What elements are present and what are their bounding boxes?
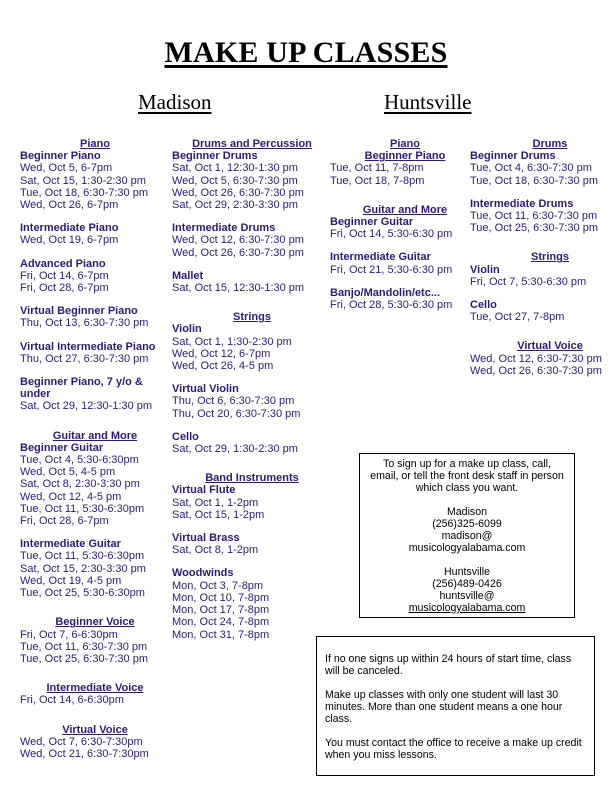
class-time: Tue, Oct 4, 5:30-6:30pm: [20, 454, 139, 467]
class-time: Fri, Oct 28, 6-7pm: [20, 515, 109, 528]
huntsville-email-domain[interactable]: musicologyalabama.com: [408, 602, 526, 614]
huntsville-email-user[interactable]: huntsville@: [439, 590, 495, 602]
class-name: Virtual Flute: [172, 484, 236, 497]
class-block: [20, 430, 170, 528]
class-time: Wed, Oct 12, 6:30-7:30 pm: [172, 234, 304, 247]
class-time: Sat, Oct 29, 1:30-2:30 pm: [172, 443, 298, 456]
spacer: [172, 556, 332, 567]
class-name: Cello: [470, 299, 497, 312]
class-name: Beginner Drums: [172, 150, 258, 163]
class-time: Thu, Oct 6, 6:30-7:30 pm: [172, 395, 295, 408]
class-name: Violin: [172, 323, 202, 336]
class-time: Wed, Oct 12, 4-5 pm: [20, 490, 122, 503]
spacer: [20, 527, 170, 538]
class-time: Sat, Oct 29, 2:30-3:30 pm: [172, 199, 298, 212]
section-heading: Virtual Voice: [517, 340, 583, 353]
class-time: Fri, Oct 14, 5:30-6:30 pm: [330, 228, 453, 241]
spacer: [330, 240, 480, 251]
class-name: Banjo/Mandolin/etc...: [330, 286, 441, 299]
madison-column-1: [20, 132, 170, 760]
madison-phone[interactable]: (256)325-6099: [432, 518, 502, 530]
class-time: Tue, Oct 11, 6:30-7:30 pm: [20, 640, 148, 653]
spacer: [172, 521, 332, 532]
class-time: Fri, Oct 28, 5:30-6:30 pm: [330, 299, 453, 312]
class-time: Sat, Oct 29, 12:30-1:30 pm: [20, 400, 153, 413]
class-block: [330, 138, 480, 187]
class-block: [20, 222, 170, 246]
spacer: [172, 420, 332, 431]
class-time: Tue, Oct 18, 6:30-7:30 pm: [20, 186, 148, 199]
class-name: Virtual Brass: [172, 532, 240, 545]
section-heading: Guitar and More: [52, 429, 138, 442]
class-time: Sat, Oct 15, 1-2pm: [172, 508, 265, 521]
signup-instructions: To sign up for a make up class, call, email, or tell the front desk staff in person which class you want.: [370, 458, 564, 494]
class-block: [172, 567, 332, 640]
class-block: [470, 340, 612, 377]
class-time: Mon, Oct 17, 7-8pm: [172, 604, 270, 617]
class-time: Thu, Oct 13, 6:30-7:30 pm: [20, 317, 149, 330]
class-time: Thu, Oct 27, 6:30-7:30 pm: [20, 352, 149, 365]
spacer: [20, 294, 170, 305]
section-subheading: Beginner Piano: [364, 150, 446, 163]
section-heading: Piano: [390, 138, 420, 150]
class-block: [172, 383, 332, 420]
class-name: Woodwinds: [172, 567, 234, 580]
huntsville-column-1: [330, 132, 480, 311]
class-time: Mon, Oct 10, 7-8pm: [172, 591, 270, 604]
class-name: Beginner Guitar: [330, 216, 414, 229]
huntsville-phone[interactable]: (256)489-0426: [432, 578, 502, 590]
section-heading: Guitar and More: [362, 203, 448, 216]
class-time: Fri, Oct 28, 6-7pm: [20, 282, 109, 295]
class-time: Wed, Oct 26, 4-5 pm: [172, 360, 274, 373]
signup-info-box: [359, 453, 575, 618]
spacer: [20, 211, 170, 222]
class-block: [20, 724, 170, 761]
class-name: Advanced Piano: [20, 257, 106, 270]
class-block: [330, 251, 480, 275]
spacer: [20, 247, 170, 258]
class-block: [172, 138, 332, 211]
class-block: [20, 138, 170, 211]
class-time: Tue, Oct 18, 7-8pm: [330, 174, 425, 187]
class-time: Wed, Oct 21, 6:30-7:30pm: [20, 747, 149, 760]
class-time: Tue, Oct 11, 5:30-6:30pm: [20, 502, 145, 515]
spacer: [330, 276, 480, 287]
spacer: [470, 288, 612, 299]
spacer: [172, 294, 332, 305]
class-time: Wed, Oct 26, 6:30-7:30 pm: [470, 364, 602, 377]
class-block: [470, 138, 612, 187]
class-time: Sat, Oct 15, 12:30-1:30 pm: [172, 282, 305, 295]
section-heading: Piano: [80, 138, 110, 150]
class-time: Wed, Oct 19, 4-5 pm: [20, 574, 122, 587]
class-time: Tue, Oct 25, 6:30-7:30 pm: [470, 222, 598, 235]
class-name: Beginner Piano: [20, 150, 101, 163]
class-time: Sat, Oct 8, 1-2pm: [172, 544, 259, 557]
class-time: Fri, Oct 7, 6-6:30pm: [20, 628, 118, 641]
section-heading: Drums: [532, 138, 568, 150]
class-time: Tue, Oct 25, 6:30-7:30 pm: [20, 652, 148, 665]
class-block: [172, 532, 332, 556]
section-heading: Intermediate Voice: [46, 682, 144, 695]
class-name: Beginner Guitar: [20, 441, 104, 454]
location-madison: Madison: [138, 90, 212, 114]
class-name: Intermediate Drums: [172, 222, 276, 235]
class-time: Tue, Oct 27, 7-8pm: [470, 311, 565, 324]
class-time: Mon, Oct 24, 7-8pm: [172, 616, 270, 629]
spacer: [20, 707, 170, 718]
class-name: Cello: [172, 430, 199, 443]
policy-box: [316, 636, 595, 776]
class-time: Sat, Oct 1, 12:30-1:30 pm: [172, 162, 298, 175]
class-block: [20, 616, 170, 665]
class-time: Fri, Oct 21, 5:30-6:30 pm: [330, 263, 453, 276]
class-block: [20, 538, 170, 599]
section-heading: Beginner Voice: [55, 616, 135, 629]
class-time: Mon, Oct 31, 7-8pm: [172, 628, 270, 641]
class-name: Beginner Drums: [470, 150, 556, 163]
class-time: Fri, Oct 14, 6-7pm: [20, 269, 109, 282]
class-block: [20, 682, 170, 706]
section-heading: Band Instruments: [205, 472, 299, 485]
section-heading: Strings: [531, 251, 569, 264]
page-title: MAKE UP CLASSES: [164, 36, 448, 69]
class-block: [20, 258, 170, 295]
class-block: [470, 251, 612, 288]
class-time: Wed, Oct 12, 6-7pm: [172, 347, 271, 360]
class-block: [20, 305, 170, 329]
class-block: [172, 270, 332, 294]
class-time: Wed, Oct 19, 6-7pm: [20, 234, 119, 247]
huntsville-column-2: [470, 132, 612, 377]
madison-contact-name: Madison: [446, 506, 488, 518]
section-heading: Drums and Percussion: [192, 138, 312, 150]
policy-duration: Make up classes with only one student will last 30 minutes. More than one student means a one hour class.: [325, 689, 563, 725]
class-time: Sat, Oct 8, 2:30-3:30 pm: [20, 478, 140, 491]
spacer: [172, 455, 332, 466]
class-block: [172, 222, 332, 259]
spacer: [330, 187, 480, 198]
class-time: Mon, Oct 3, 7-8pm: [172, 579, 264, 592]
class-block: [330, 204, 480, 241]
class-time: Tue, Oct 11, 5:30-6:30pm: [20, 550, 145, 563]
class-block: [172, 431, 332, 455]
class-name: Beginner Piano, 7 y/o & under: [20, 376, 143, 401]
spacer: [172, 372, 332, 383]
class-time: Tue, Oct 4, 6:30-7:30 pm: [470, 162, 592, 175]
spacer: [20, 365, 170, 376]
section-heading: Strings: [233, 311, 271, 324]
class-time: Wed, Oct 5, 4-5 pm: [20, 466, 116, 479]
policy-credit: You must contact the office to receive a make up credit when you miss lessons.: [325, 737, 582, 761]
class-block: [172, 472, 332, 521]
spacer: [20, 330, 170, 341]
class-block: [20, 341, 170, 365]
class-block: [330, 287, 480, 311]
class-time: Sat, Oct 15, 2:30-3:30 pm: [20, 562, 146, 575]
section-heading: Virtual Voice: [62, 723, 128, 736]
class-time: Tue, Oct 25, 5:30-6:30pm: [20, 587, 145, 600]
location-huntsville: Huntsville: [384, 90, 472, 114]
class-block: [470, 299, 612, 323]
spacer: [20, 413, 170, 424]
class-name: Intermediate Piano: [20, 222, 119, 235]
class-time: Wed, Oct 26, 6:30-7:30 pm: [172, 186, 304, 199]
class-name: Mallet: [172, 269, 204, 282]
class-time: Thu, Oct 20, 6:30-7:30 pm: [172, 407, 301, 420]
class-name: Intermediate Guitar: [330, 251, 431, 264]
madison-column-2: [172, 132, 332, 641]
class-time: Wed, Oct 5, 6:30-7:30 pm: [172, 174, 298, 187]
class-time: Sat, Oct 15, 1:30-2:30 pm: [20, 174, 146, 187]
class-name: Virtual Intermediate Piano: [20, 340, 156, 353]
class-time: Sat, Oct 1, 1-2pm: [172, 496, 259, 509]
class-time: Wed, Oct 12, 6:30-7:30 pm: [470, 352, 602, 365]
class-time: Fri, Oct 7, 5:30-6:30 pm: [470, 275, 587, 288]
huntsville-contact-name: Huntsville: [444, 566, 490, 578]
spacer: [470, 234, 612, 245]
class-block: [470, 198, 612, 235]
spacer: [470, 323, 612, 334]
spacer: [20, 665, 170, 676]
class-time: Tue, Oct 18, 6:30-7:30 pm: [470, 174, 598, 187]
class-block: [172, 311, 332, 372]
policy-cancel: If no one signs up within 24 hours of start time, class will be canceled.: [325, 653, 572, 677]
class-name: Violin: [470, 263, 500, 276]
spacer: [172, 211, 332, 222]
madison-email-user[interactable]: madison@: [441, 530, 493, 542]
class-block: [20, 376, 170, 413]
spacer: [172, 259, 332, 270]
class-name: Intermediate Drums: [470, 197, 574, 210]
class-time: Wed, Oct 26, 6:30-7:30 pm: [172, 246, 304, 259]
class-time: Tue, Oct 11, 6:30-7:30 pm: [470, 210, 598, 223]
madison-email-domain[interactable]: musicologyalabama.com: [408, 542, 526, 554]
class-time: Wed, Oct 26, 6-7pm: [20, 199, 119, 212]
class-name: Intermediate Guitar: [20, 538, 121, 551]
class-name: Virtual Violin: [172, 383, 239, 396]
class-time: Tue, Oct 11, 7-8pm: [330, 162, 424, 175]
class-name: Virtual Beginner Piano: [20, 305, 138, 318]
spacer: [470, 187, 612, 198]
class-time: Fri, Oct 14, 6-6:30pm: [20, 694, 124, 707]
class-time: Sat, Oct 1, 1:30-2:30 pm: [172, 335, 292, 348]
class-time: Wed, Oct 7, 6:30-7:30pm: [20, 735, 143, 748]
class-time: Wed, Oct 5, 6-7pm: [20, 162, 113, 175]
spacer: [20, 599, 170, 610]
